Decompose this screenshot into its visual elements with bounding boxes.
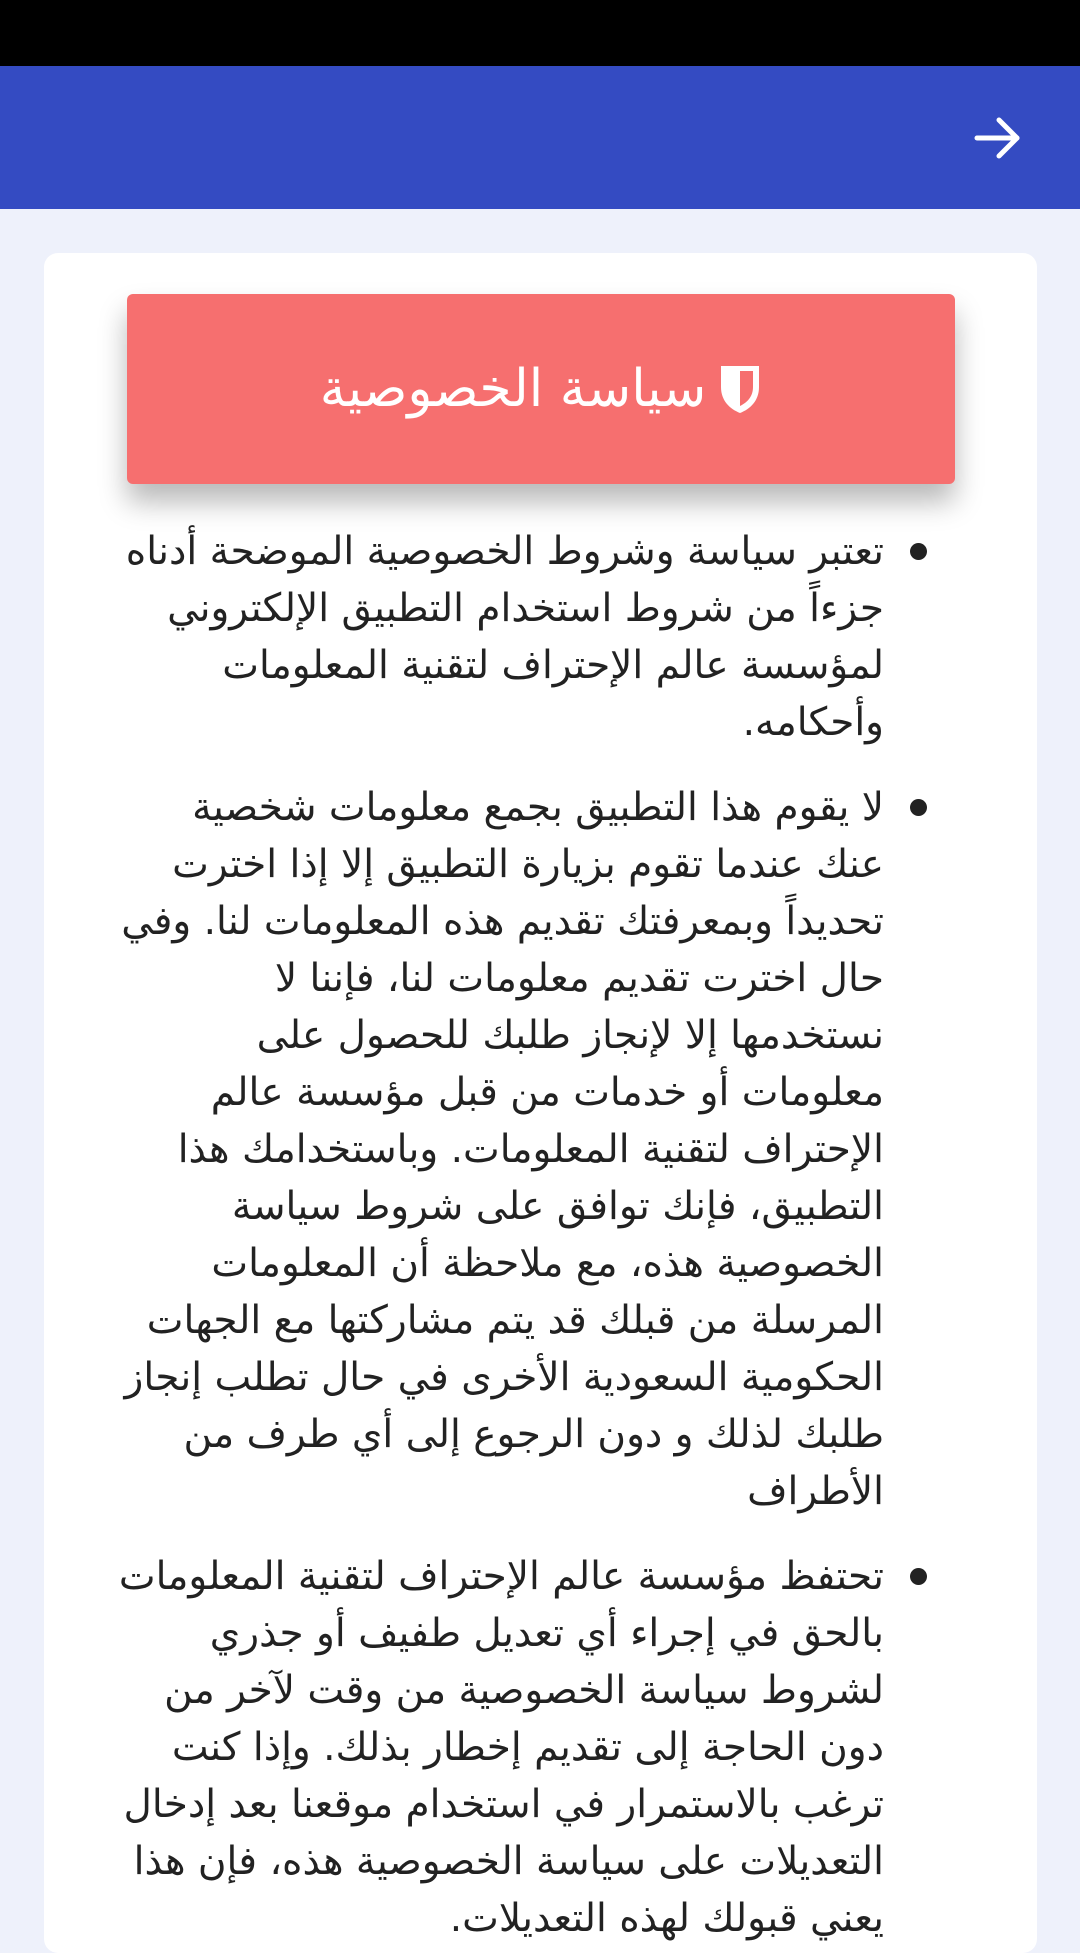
bullet-icon: [910, 1568, 927, 1585]
app-bar: [0, 66, 1080, 209]
list-item-text: تعتبر سياسة وشروط الخصوصية الموضحة أدناه جزءاً من شروط استخدام التطبيق الإلكتروني لمؤسسة عالم الإحتراف لتقنية المعلومات وأحكامه.: [125, 529, 884, 745]
arrow-right-icon: [973, 113, 1023, 163]
list-item: [44, 523, 1037, 751]
page-title: سياسة الخصوصية: [319, 359, 707, 419]
list-item: [44, 779, 1037, 1520]
content-card: [44, 253, 1037, 1953]
list-item-text: تحتفظ مؤسسة عالم الإحتراف لتقنية المعلومات بالحق في إجراء أي تعديل طفيف أو جذري لشروط سياسة الخصوصية من وقت لآخر من دون الحاجة إلى تقديم إخطار بذلك. وإذا كنت ترغب بالاستمرار في استخدام موقعنا بعد إدخال التعديلات على سياسة الخصوصية هذه، فإن هذا يعني قبولك لهذه التعديلات.: [118, 1554, 884, 1941]
list-item-text: لا يقوم هذا التطبيق بجمع معلومات شخصية عنك عندما تقوم بزيارة التطبيق إلا إذا اخترت تحديداً وبمعرفتك تقديم هذه المعلومات لنا. وفي حال اخترت تقديم معلومات لنا، فإننا لا نستخدمها إلا لإنجاز طلبك للحصول على معلومات أو خدمات من قبل مؤسسة عالم الإحتراف لتقنية المعلومات. وباستخدامك هذا التطبيق، فإنك توافق على شروط سياسة الخصوصية هذه، مع ملاحظة أن المعلومات المرسلة من قبلك قد يتم مشاركتها مع الجهات الحكومية السعودية الأخرى في حال تطلب إنجاز طلبك لذلك و دون الرجوع إلى أي طرف من الأطراف: [121, 785, 884, 1514]
back-button[interactable]: [966, 106, 1030, 170]
privacy-policy-list: [44, 523, 1037, 1953]
shield-icon: [718, 363, 762, 415]
status-bar: [0, 0, 1080, 66]
bullet-icon: [910, 543, 927, 560]
list-item: [44, 1548, 1037, 1947]
title-banner: [127, 294, 955, 484]
bullet-icon: [910, 799, 927, 816]
